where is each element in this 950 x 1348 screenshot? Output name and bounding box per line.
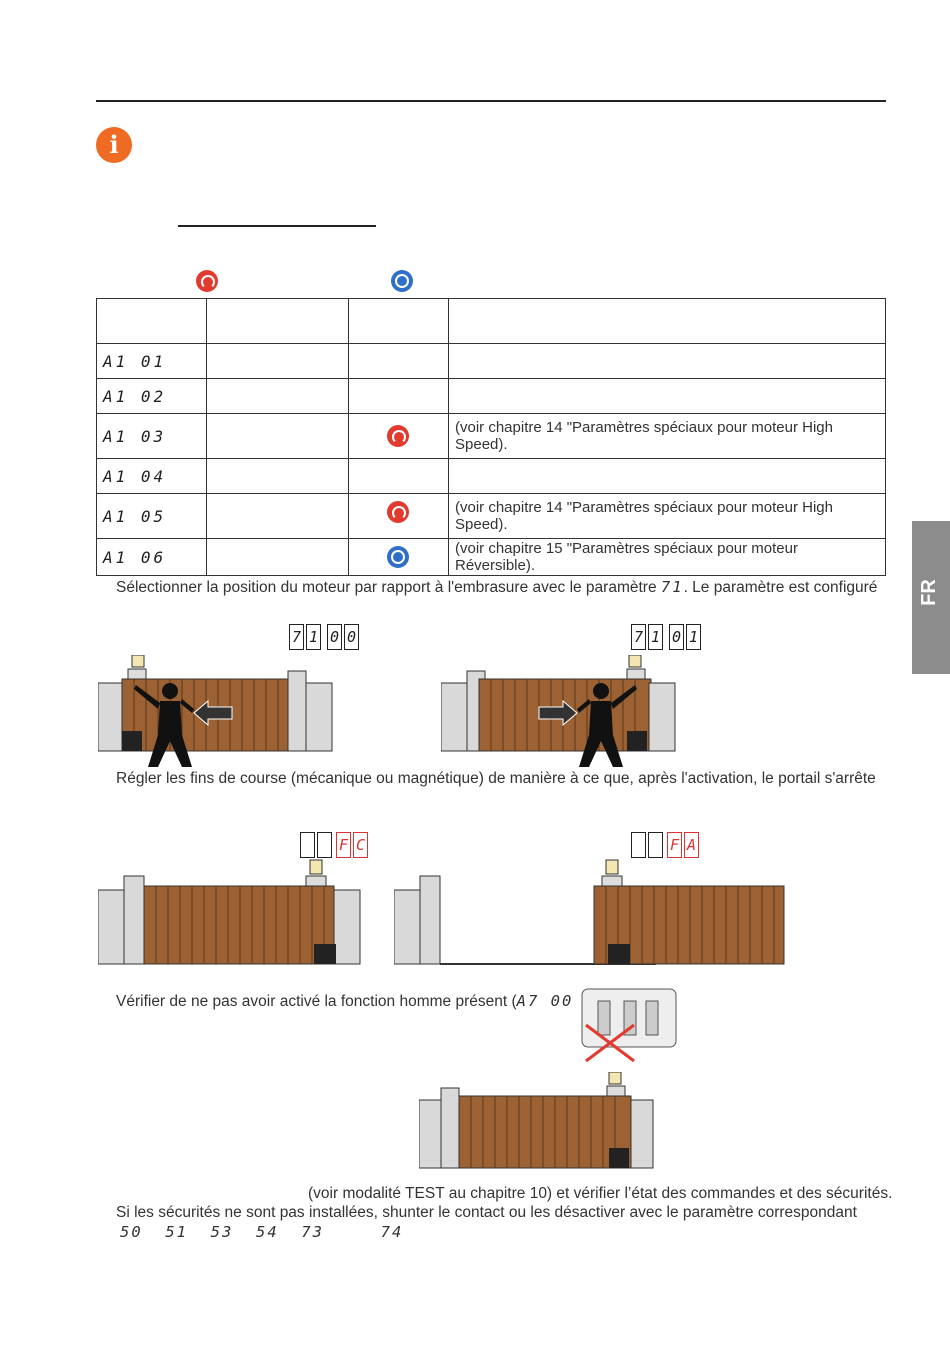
param-code: 71	[660, 578, 684, 596]
digit: C	[353, 832, 368, 858]
table-row	[97, 539, 886, 576]
param-code: A1 04	[97, 459, 207, 494]
param-note	[449, 459, 886, 494]
digit: 0	[327, 624, 342, 650]
parameter-table	[96, 298, 886, 576]
high-speed-icon	[196, 270, 218, 292]
reversible-icon	[387, 546, 409, 568]
table-header-row	[97, 299, 886, 344]
info-icon: i	[96, 127, 132, 163]
high-speed-icon	[387, 501, 409, 523]
digit: 1	[306, 624, 321, 650]
param-code: A1 02	[97, 379, 207, 414]
param-note: (voir chapitre 14 "Paramètres spéciaux pour moteur High Speed).	[449, 494, 886, 539]
digit: 0	[344, 624, 359, 650]
table-row	[97, 379, 886, 414]
digit: F	[667, 832, 682, 858]
digit: 0	[669, 624, 684, 650]
text: Sélectionner la position du moteur par rapport à l'embrasure avec le paramètre	[116, 579, 657, 596]
gate-open-illustration	[394, 856, 786, 968]
table-row	[97, 494, 886, 539]
digit: 1	[648, 624, 663, 650]
text: Vérifier de ne pas avoir activé la fonction homme présent (	[116, 993, 517, 1010]
digit: F	[336, 832, 351, 858]
digit: 7	[289, 624, 304, 650]
language-label: FR	[917, 579, 940, 606]
param-codes-list: 50 51 53 54 73 74	[120, 1223, 404, 1241]
param-code: A1 01	[97, 344, 207, 379]
paragraph-motor-position	[116, 578, 877, 597]
high-speed-icon	[387, 425, 409, 447]
display-fc	[300, 832, 368, 858]
param-note	[449, 379, 886, 414]
language-tab	[912, 521, 950, 674]
digit: 1	[686, 624, 701, 650]
text: . Le paramètre est configuré	[683, 579, 878, 596]
control-panel-illustration	[580, 987, 680, 1065]
param-code: A7 00	[516, 992, 574, 1010]
paragraph-safety: Si les sécurités ne sont pas installées, shunter le contact ou les désactiver avec le paramètre correspondant	[116, 1204, 857, 1221]
param-code: A1 03	[97, 414, 207, 459]
section-underline	[178, 225, 376, 227]
paragraph-test-mode: (voir modalité TEST au chapitre 10) et vérifier l’état des commandes et des sécurités.	[308, 1185, 893, 1202]
paragraph-limit-switches: Régler les fins de course (mécanique ou magnétique) de manière à ce que, après l'activation, le portail s'arrête	[116, 770, 876, 787]
gate-illustration-right	[441, 655, 677, 767]
param-note: (voir chapitre 15 "Paramètres spéciaux pour moteur Réversible).	[449, 539, 886, 576]
digit: A	[684, 832, 699, 858]
gate-center-illustration	[419, 1072, 655, 1172]
reversible-icon	[391, 270, 413, 292]
display-right	[631, 624, 701, 650]
gate-illustration-left	[98, 655, 334, 767]
display-fa	[631, 832, 699, 858]
param-code: A1 06	[97, 539, 207, 576]
param-code: A1 05	[97, 494, 207, 539]
table-row	[97, 414, 886, 459]
param-note	[449, 344, 886, 379]
table-row	[97, 344, 886, 379]
digit: 7	[631, 624, 646, 650]
paragraph-dead-man	[116, 992, 573, 1011]
header-rule	[96, 100, 886, 102]
display-left	[289, 624, 359, 650]
table-row	[97, 459, 886, 494]
gate-closed-illustration	[98, 856, 362, 968]
param-note: (voir chapitre 14 "Paramètres spéciaux pour moteur High Speed).	[449, 414, 886, 459]
